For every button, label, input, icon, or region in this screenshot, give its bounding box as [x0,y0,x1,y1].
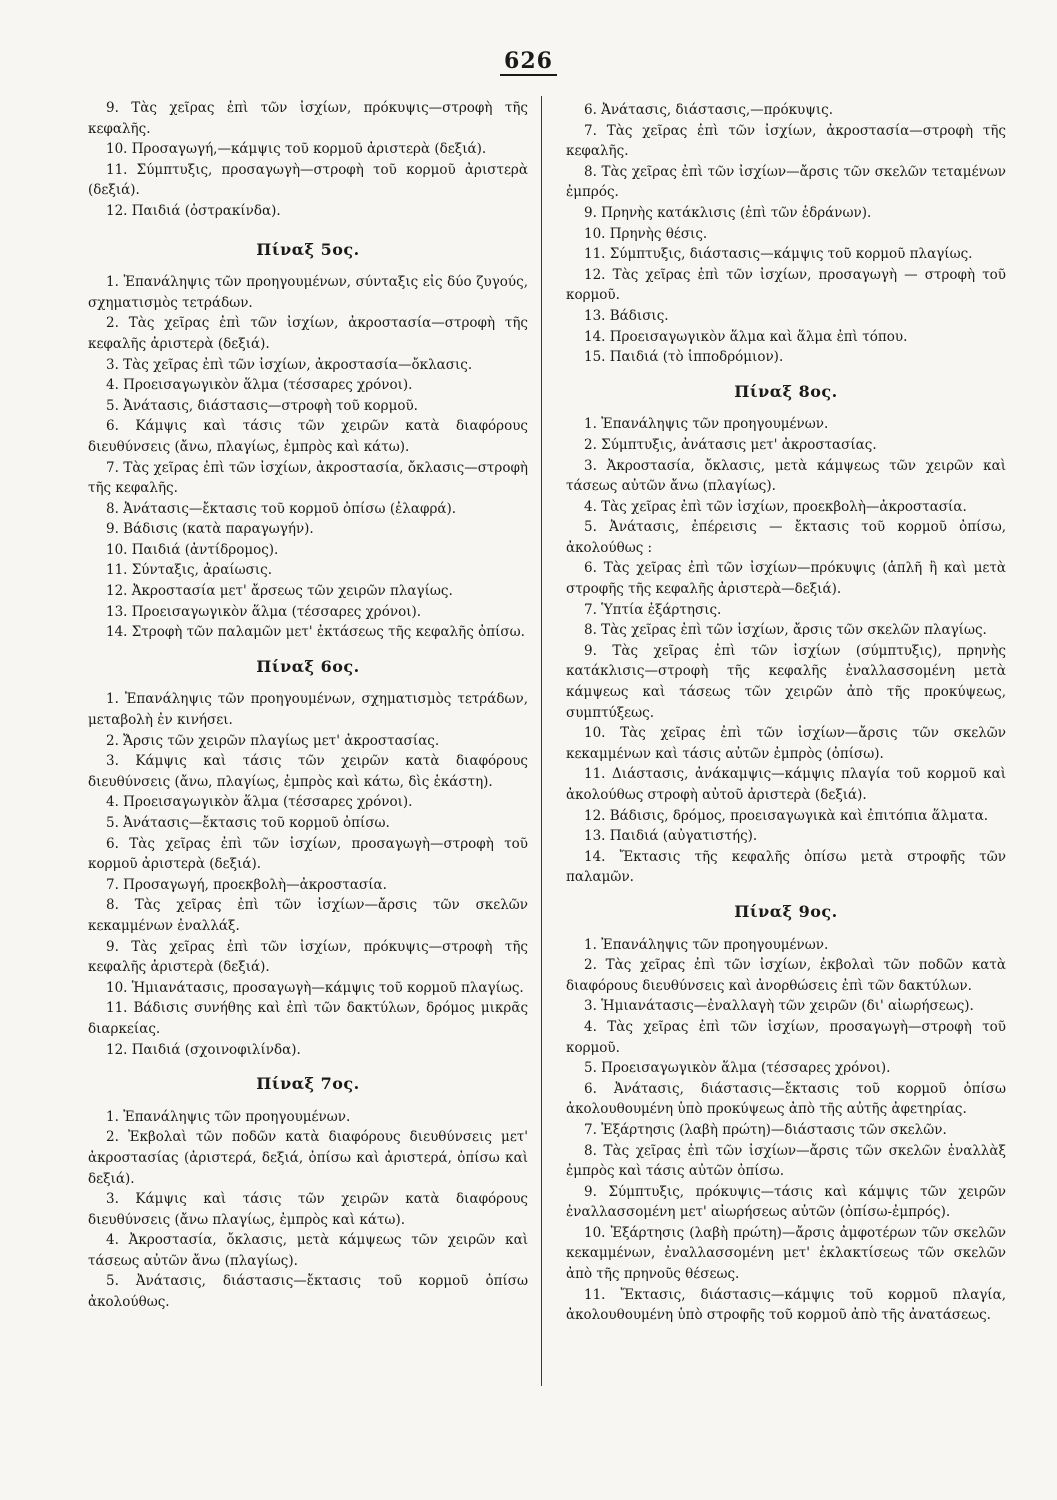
list-item: 13. Παιδιά (αὐγατιστής). [584,828,758,845]
section-heading-table-6: Πίναξ 6ος. [256,656,360,676]
list-item: 12. Παιδιά (σχοινοφιλίνδα). [106,1041,301,1058]
list-item: 2. Τὰς χεῖρας ἐπὶ τῶν ἰσχίων, ἀκροστασία—στροφὴ τῆς κεφαλῆς ἀριστερὰ (δεξιά). [88,315,528,352]
list-item: 3. Ἀκροστασία, ὄκλασις, μετὰ κάμψεως τῶν χειρῶν καὶ τάσεως αὐτῶν ἄνω (πλαγίως). [566,457,1006,495]
list-item: 11. Σύμπτυξις, διάστασις—κάμψις τοῦ κορμοῦ πλαγίως. [584,246,973,263]
section-heading-table-9: Πίναξ 9ος. [734,901,838,921]
list-item: 4. Προεισαγωγικὸν ἅλμα (τέσσαρες χρόνοι). [106,377,413,394]
list-item: 5. Ἀνάτασις—ἔκτασις τοῦ κορμοῦ ὀπίσω. [106,815,390,831]
list-item: 13. Προεισαγωγικὸν ἅλμα (τέσσαρες χρόνοι). [106,603,422,620]
list-item: 4. Ἀκροστασία, ὄκλασις, μετὰ κάμψεως τῶν χειρῶν καὶ τάσεως αὐτῶν ἄνω (πλαγίως). [88,1232,528,1269]
table-8-list [566,414,1006,888]
table-9-list [566,935,1006,1326]
list-item: 9. Βάδισις (κατὰ παραγωγήν). [106,521,314,538]
list-item: 4. Προεισαγωγικὸν ἅλμα (τέσσαρες χρόνοι). [106,794,413,811]
list-item: 10. Ἡμιανάτασις, προσαγωγὴ—κάμψις τοῦ κορμοῦ πλαγίως. [106,979,524,996]
list-item: 9. Τὰς χεῖρας ἐπὶ τῶν ἰσχίων, πρόκυψις—στροφὴ τῆς κεφαλῆς. [88,100,528,137]
page-number-text: 626 [500,48,557,76]
list-item: 3. Κάμψις καὶ τάσις τῶν χειρῶν κατὰ διαφόρους διευθύνσεις (ἄνω, πλαγίως, ἐμπρὸς καὶ κάτω, δὶς ἑκάστη). [88,753,528,790]
list-item: 2. Σύμπτυξις, ἀνάτασις μετ' ἀκροστασίας. [584,436,877,453]
list-item: 14. Προεισαγωγικὸν ἅλμα καὶ ἅλμα ἐπὶ τόπου. [584,328,908,345]
list-item: 1. Ἐπανάληψις τῶν προηγουμένων. [584,936,829,953]
section-heading-table-5: Πίναξ 5ος. [256,239,360,259]
list-item: 9. Πρηνὴς κατάκλισις (ἐπὶ τῶν ἑδράνων). [584,204,872,221]
list-item: 10. Προσαγωγή,—κάμψις τοῦ κορμοῦ ἀριστερὰ (δεξιά). [106,141,487,158]
list-item: 8. Τὰς χεῖρας ἐπὶ τῶν ἰσχίων, ἄρσις τῶν σκελῶν πλαγίως. [584,622,987,639]
list-item: 11. Βάδισις συνήθης καὶ ἐπὶ τῶν δακτύλων, δρόμος μικρᾶς διαρκείας. [88,1000,528,1037]
list-item: 8. Τὰς χεῖρας ἐπὶ τῶν ἰσχίων—ἄρσις τῶν σκελῶν ἐναλλὰξ ἐμπρὸς καὶ τάσις αὐτῶν ὀπίσω. [566,1142,1006,1180]
list-item: 5. Προεισαγωγικὸν ἅλμα (τέσσαρες χρόνοι). [584,1060,891,1077]
left-intro [88,98,528,222]
list-item: 5. Ἀνάτασις, διάστασις—ἔκτασις τοῦ κορμοῦ ὀπίσω ἀκολούθως. [88,1273,528,1311]
table-7-list [88,1107,528,1313]
list-item: 4. Τὰς χεῖρας ἐπὶ τῶν ἰσχίων, προσαγωγὴ—στροφὴ τοῦ κορμοῦ. [566,1018,1006,1056]
list-item: 8. Τὰς χεῖρας ἐπὶ τῶν ἰσχίων—ἄρσις τῶν σκελῶν τεταμένων ἐμπρός. [566,163,1006,201]
list-item: 6. Τὰς χεῖρας ἐπὶ τῶν ἰσχίων, προσαγωγὴ—στροφὴ τοῦ κορμοῦ ἀριστερὰ (δεξιά). [88,835,528,873]
list-item: 5. Ἀνάτασις, ἐπέρεισις — ἔκτασις τοῦ κορμοῦ ὀπίσω, ἀκολούθως : [566,519,1006,556]
table-5-list [88,272,528,643]
list-item: 7. Τὰς χεῖρας ἐπὶ τῶν ἰσχίων, ἀκροστασία, ὄκλασις—στροφὴ τῆς κεφαλῆς. [88,459,528,497]
page-number [0,48,1057,74]
list-item: 10. Ἐξάρτησις (λαβὴ πρώτη)—ἄρσις ἀμφοτέρων τῶν σκελῶν κεκαμμένων, ἐναλλασσομένη μετ' ἐκλακτίσεως τῶν σκελῶν ἀπὸ τῆς πρηνοῦς θέσεως. [566,1224,1006,1283]
section-heading-table-8: Πίναξ 8ος. [734,381,838,401]
list-item: 1. Ἐπανάληψις τῶν προηγουμένων. [584,416,829,433]
list-item: 6. Ἀνάτασις, διάστασις,—πρόκυψις. [584,102,833,118]
list-item: 2. Τὰς χεῖρας ἐπὶ τῶν ἰσχίων, ἐκβολαὶ τῶν ποδῶν κατὰ διαφόρους διευθύνσεις καὶ ἀνορθώσεις ἐπὶ τῶν δακτύλων. [566,957,1006,994]
list-item: 1. Ἐπανάληψις τῶν προηγουμένων. [106,1108,351,1125]
list-item: 7. Τὰς χεῖρας ἐπὶ τῶν ἰσχίων, ἀκροστασία—στροφὴ τῆς κεφαλῆς. [566,122,1006,160]
list-item: 4. Τὰς χεῖρας ἐπὶ τῶν ἰσχίων, προεκβολὴ—ἀκροστασία. [584,498,967,515]
list-item: 13. Βάδισις. [584,307,669,324]
list-item: 7. Ὑπτία ἐξάρτησις. [584,601,722,618]
list-item: 2. Ἐκβολαὶ τῶν ποδῶν κατὰ διαφόρους διευθύνσεις μετ' ἀκροστασίας (ἀριστερά, δεξιά, ὀπίσω καὶ ἀριστερά, ὀπίσω καὶ δεξιά). [88,1129,528,1187]
list-item: 14. Στροφὴ τῶν παλαμῶν μετ' ἐκτάσεως τῆς κεφαλῆς ὀπίσω. [106,624,525,641]
list-item: 7. Προσαγωγή, προεκβολὴ—ἀκροστασία. [106,876,387,893]
list-item: 3. Τὰς χεῖρας ἐπὶ τῶν ἰσχίων, ἀκροστασία—ὄκλασις. [106,356,473,373]
list-item: 10. Τὰς χεῖρας ἐπὶ τῶν ἰσχίων—ἄρσις τῶν σκελῶν κεκαμμένων καὶ τάσις αὐτῶν ἐμπρὸς (ὀπίσω). [566,725,1006,762]
left-column [88,98,528,1313]
list-item: 8. Ἀνάτασις—ἔκτασις τοῦ κορμοῦ ὀπίσω (ἐλαφρά). [106,500,457,517]
table-6-list [88,689,528,1060]
list-item: 9. Τὰς χεῖρας ἐπὶ τῶν ἰσχίων, πρόκυψις—στροφὴ τῆς κεφαλῆς ἀριστερὰ (δεξιά). [88,938,528,976]
list-item: 12. Ἀκροστασία μετ' ἄρσεως τῶν χειρῶν πλαγίως. [106,583,453,600]
right-intro [566,100,1006,368]
list-item: 11. Ἔκτασις, διάστασις—κάμψις τοῦ κορμοῦ πλαγία, ἀκολουθουμένη ὑπὸ στροφῆς τοῦ κορμοῦ ἀπὸ τῆς ἀνατάσεως. [566,1286,1006,1324]
list-item: 10. Παιδιά (ἀντίδρομος). [106,541,279,558]
list-item: 12. Βάδισις, δρόμος, προεισαγωγικὰ καὶ ἐπιτόπια ἅλματα. [584,807,989,824]
list-item: 9. Σύμπτυξις, πρόκυψις—τάσις καὶ κάμψις τῶν χειρῶν ἐναλλασσομένη μετ' αἰωρήσεως αὐτῶν (ὀπίσω-ἐμπρός). [566,1183,1006,1221]
list-item: 12. Τὰς χεῖρας ἐπὶ τῶν ἰσχίων, προσαγωγὴ — στροφὴ τοῦ κορμοῦ. [566,266,1006,304]
list-item: 6. Ἀνάτασις, διάστασις—ἔκτασις τοῦ κορμοῦ ὀπίσω ἀκολουθουμένη ὑπὸ προκύψεως ἀπὸ τῆς αὐτῆς ἀφετηρίας. [566,1080,1006,1118]
list-item: 6. Κάμψις καὶ τάσις τῶν χειρῶν κατὰ διαφόρους διευθύνσεις (ἄνω, πλαγίως, ἐμπρὸς καὶ κάτω). [88,418,528,455]
column-divider [541,96,542,1386]
list-item: 12. Παιδιά (ὀστρακίνδα). [106,202,281,219]
list-item: 3. Ἡμιανάτασις—ἐναλλαγὴ τῶν χειρῶν (δι' αἰωρήσεως). [584,998,974,1015]
list-item: 2. Ἄρσις τῶν χειρῶν πλαγίως μετ' ἀκροστασίας. [106,732,440,749]
list-item: 5. Ἀνάτασις, διάστασις—στροφὴ τοῦ κορμοῦ. [106,397,418,414]
list-item: 15. Παιδιά (τὸ ἱπποδρόμιον). [584,349,784,366]
list-item: 14. Ἔκτασις τῆς κεφαλῆς ὀπίσω μετὰ στροφῆς τῶν παλαμῶν. [566,848,1006,886]
list-item: 1. Ἐπανάληψις τῶν προηγουμένων, σύνταξις εἰς δύο ζυγούς, σχηματισμὸς τετράδων. [88,274,528,311]
list-item: 3. Κάμψις καὶ τάσις τῶν χειρῶν κατὰ διαφόρους διευθύνσεις (ἄνω πλαγίως, ἐμπρὸς καὶ κάτω). [88,1191,528,1228]
list-item: 11. Σύνταξις, ἀραίωσις. [106,562,273,579]
list-item: 11. Σύμπτυξις, προσαγωγὴ—στροφὴ τοῦ κορμοῦ ἀριστερὰ (δεξιά). [88,161,528,199]
right-column [566,100,1006,1326]
list-item: 6. Τὰς χεῖρας ἐπὶ τῶν ἰσχίων—πρόκυψις (ἁπλῆ ἢ καὶ μετὰ στροφῆς τῆς κεφαλῆς ἀριστερὰ—δεξιά). [566,560,1006,598]
list-item: 1. Ἐπανάληψις τῶν προηγουμένων, σχηματισμὸς τετράδων, μεταβολὴ ἐν κινήσει. [88,691,528,729]
list-item: 7. Ἐξάρτησις (λαβὴ πρώτη)—διάστασις τῶν σκελῶν. [584,1121,947,1138]
list-item: 8. Τὰς χεῖρας ἐπὶ τῶν ἰσχίων—ἄρσις τῶν σκελῶν κεκαμμένων ἐναλλάξ. [88,897,528,934]
list-item: 9. Τὰς χεῖρας ἐπὶ τῶν ἰσχίων (σύμπτυξις), πρηνὴς κατάκλισις—στροφὴ τῆς κεφαλῆς ἐναλλασσομένη μετὰ κάμψεως καὶ τάσεως τῶν χειρῶν ἀπὸ τῆς προκύψεως, συμπτύξεως. [566,642,1006,721]
section-heading-table-7: Πίναξ 7ος. [256,1074,360,1094]
list-item: 10. Πρηνὴς θέσις. [584,225,708,242]
list-item: 11. Διάστασις, ἀνάκαμψις—κάμψις πλαγία τοῦ κορμοῦ καὶ ἀκολούθως στροφὴ αὐτοῦ ἀριστερὰ (δεξιά). [566,766,1006,803]
